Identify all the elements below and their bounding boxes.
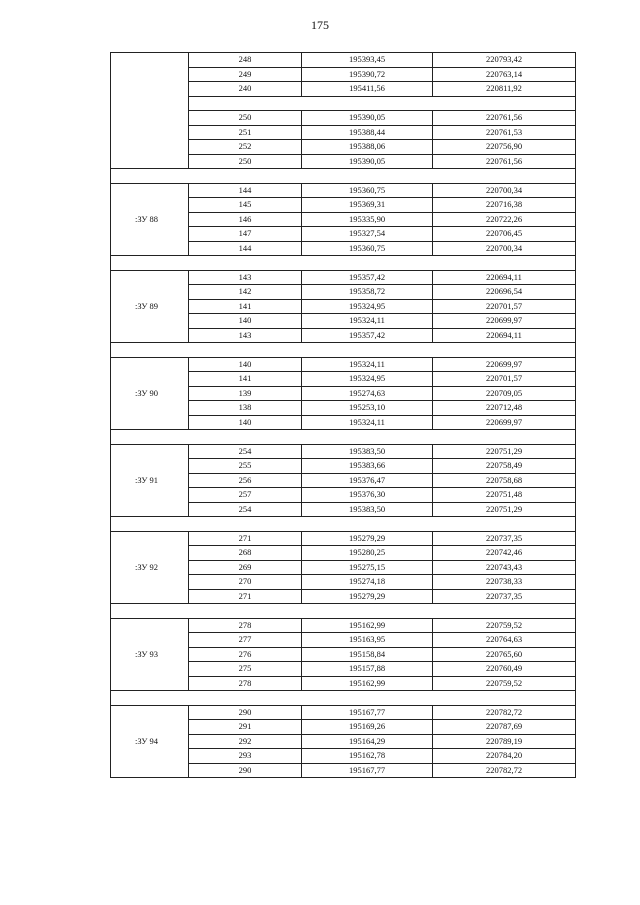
point-number-cell: 290 (189, 705, 302, 720)
section-separator-row (111, 604, 576, 619)
separator-cell (111, 604, 576, 619)
table-row (111, 531, 576, 546)
y-coordinate-cell: 220758,68 (433, 473, 576, 488)
y-coordinate-cell: 220696,54 (433, 285, 576, 300)
y-coordinate-cell: 220699,97 (433, 415, 576, 430)
section-separator-row (111, 430, 576, 445)
point-number-cell: 293 (189, 749, 302, 764)
table-row (111, 618, 576, 633)
point-number-cell: 278 (189, 618, 302, 633)
point-number-cell: 251 (189, 125, 302, 140)
x-coordinate-cell: 195275,15 (302, 560, 433, 575)
point-number-cell: 141 (189, 299, 302, 314)
section-separator-row (111, 343, 576, 358)
x-coordinate-cell: 195360,75 (302, 183, 433, 198)
y-coordinate-cell: 220751,29 (433, 444, 576, 459)
x-coordinate-cell: 195393,45 (302, 53, 433, 68)
separator-cell (111, 343, 576, 358)
section-separator-row (111, 691, 576, 706)
table-row (111, 357, 576, 372)
table-row (111, 705, 576, 720)
parcel-label: :ЗУ 93 (111, 618, 189, 691)
section-separator-row (111, 169, 576, 184)
x-coordinate-cell: 195383,66 (302, 459, 433, 474)
point-number-cell: 144 (189, 241, 302, 256)
x-coordinate-cell: 195157,88 (302, 662, 433, 677)
point-number-cell: 277 (189, 633, 302, 648)
point-number-cell: 139 (189, 386, 302, 401)
x-coordinate-cell: 195357,42 (302, 270, 433, 285)
y-coordinate-cell: 220706,45 (433, 227, 576, 242)
x-coordinate-cell: 195162,99 (302, 676, 433, 691)
y-coordinate-cell: 220789,19 (433, 734, 576, 749)
y-coordinate-cell: 220760,49 (433, 662, 576, 677)
y-coordinate-cell: 220694,11 (433, 270, 576, 285)
point-number-cell: 240 (189, 82, 302, 97)
y-coordinate-cell: 220765,60 (433, 647, 576, 662)
point-number-cell: 257 (189, 488, 302, 503)
point-number-cell: 255 (189, 459, 302, 474)
y-coordinate-cell: 220763,14 (433, 67, 576, 82)
x-coordinate-cell: 195324,11 (302, 357, 433, 372)
point-number-cell: 146 (189, 212, 302, 227)
section-separator-row (111, 517, 576, 532)
x-coordinate-cell: 195324,95 (302, 372, 433, 387)
x-coordinate-cell: 195376,30 (302, 488, 433, 503)
parcel-label: :ЗУ 92 (111, 531, 189, 604)
y-coordinate-cell: 220694,11 (433, 328, 576, 343)
x-coordinate-cell: 195324,95 (302, 299, 433, 314)
y-coordinate-cell: 220709,05 (433, 386, 576, 401)
point-number-cell: 140 (189, 415, 302, 430)
x-coordinate-cell: 195327,54 (302, 227, 433, 242)
y-coordinate-cell: 220737,35 (433, 531, 576, 546)
point-number-cell: 141 (189, 372, 302, 387)
y-coordinate-cell: 220699,97 (433, 314, 576, 329)
point-number-cell: 145 (189, 198, 302, 213)
point-number-cell: 254 (189, 444, 302, 459)
y-coordinate-cell: 220722,26 (433, 212, 576, 227)
section-separator-row (111, 256, 576, 271)
point-number-cell: 269 (189, 560, 302, 575)
point-number-cell: 144 (189, 183, 302, 198)
x-coordinate-cell: 195376,47 (302, 473, 433, 488)
y-coordinate-cell: 220758,49 (433, 459, 576, 474)
coordinates-table-body (111, 53, 576, 778)
y-coordinate-cell: 220759,52 (433, 676, 576, 691)
y-coordinate-cell: 220742,46 (433, 546, 576, 561)
y-coordinate-cell: 220787,69 (433, 720, 576, 735)
x-coordinate-cell: 195169,26 (302, 720, 433, 735)
y-coordinate-cell: 220756,90 (433, 140, 576, 155)
point-number-cell: 270 (189, 575, 302, 590)
x-coordinate-cell: 195390,72 (302, 67, 433, 82)
y-coordinate-cell: 220712,48 (433, 401, 576, 416)
point-number-cell: 268 (189, 546, 302, 561)
x-coordinate-cell: 195253,10 (302, 401, 433, 416)
y-coordinate-cell: 220701,57 (433, 372, 576, 387)
point-number-cell: 254 (189, 502, 302, 517)
separator-cell (111, 169, 576, 184)
y-coordinate-cell: 220759,52 (433, 618, 576, 633)
page-number: 175 (311, 18, 329, 32)
x-coordinate-cell: 195158,84 (302, 647, 433, 662)
x-coordinate-cell: 195164,29 (302, 734, 433, 749)
separator-cell (111, 691, 576, 706)
parcel-label: :ЗУ 94 (111, 705, 189, 778)
point-number-cell: 275 (189, 662, 302, 677)
x-coordinate-cell: 195162,78 (302, 749, 433, 764)
point-number-cell: 140 (189, 314, 302, 329)
y-coordinate-cell: 220701,57 (433, 299, 576, 314)
y-coordinate-cell: 220699,97 (433, 357, 576, 372)
parcel-label: :ЗУ 89 (111, 270, 189, 343)
y-coordinate-cell: 220793,42 (433, 53, 576, 68)
separator-cell (111, 517, 576, 532)
y-coordinate-cell: 220738,33 (433, 575, 576, 590)
point-number-cell: 290 (189, 763, 302, 778)
x-coordinate-cell: 195390,05 (302, 111, 433, 126)
x-coordinate-cell: 195167,77 (302, 705, 433, 720)
point-number-cell: 292 (189, 734, 302, 749)
point-number-cell: 256 (189, 473, 302, 488)
y-coordinate-cell: 220764,63 (433, 633, 576, 648)
y-coordinate-cell: 220700,34 (433, 241, 576, 256)
y-coordinate-cell: 220811,92 (433, 82, 576, 97)
x-coordinate-cell: 195360,75 (302, 241, 433, 256)
point-number-cell: 142 (189, 285, 302, 300)
x-coordinate-cell: 195388,06 (302, 140, 433, 155)
y-coordinate-cell: 220751,29 (433, 502, 576, 517)
x-coordinate-cell: 195369,31 (302, 198, 433, 213)
point-number-cell: 249 (189, 67, 302, 82)
point-number-cell: 276 (189, 647, 302, 662)
x-coordinate-cell: 195411,56 (302, 82, 433, 97)
point-number-cell: 138 (189, 401, 302, 416)
y-coordinate-cell: 220761,56 (433, 111, 576, 126)
separator-cell (189, 96, 576, 111)
point-number-cell: 147 (189, 227, 302, 242)
x-coordinate-cell: 195390,05 (302, 154, 433, 169)
point-number-cell: 271 (189, 589, 302, 604)
x-coordinate-cell: 195383,50 (302, 502, 433, 517)
y-coordinate-cell: 220784,20 (433, 749, 576, 764)
table-row (111, 53, 576, 68)
point-number-cell: 278 (189, 676, 302, 691)
point-number-cell: 252 (189, 140, 302, 155)
x-coordinate-cell: 195163,95 (302, 633, 433, 648)
point-number-cell: 291 (189, 720, 302, 735)
y-coordinate-cell: 220737,35 (433, 589, 576, 604)
y-coordinate-cell: 220782,72 (433, 763, 576, 778)
x-coordinate-cell: 195279,29 (302, 531, 433, 546)
separator-cell (111, 430, 576, 445)
point-number-cell: 140 (189, 357, 302, 372)
x-coordinate-cell: 195279,29 (302, 589, 433, 604)
parcel-label (111, 53, 189, 169)
point-number-cell: 143 (189, 328, 302, 343)
x-coordinate-cell: 195162,99 (302, 618, 433, 633)
x-coordinate-cell: 195324,11 (302, 415, 433, 430)
x-coordinate-cell: 195280,25 (302, 546, 433, 561)
y-coordinate-cell: 220761,56 (433, 154, 576, 169)
point-number-cell: 248 (189, 53, 302, 68)
point-number-cell: 250 (189, 111, 302, 126)
parcel-label: :ЗУ 90 (111, 357, 189, 430)
x-coordinate-cell: 195358,72 (302, 285, 433, 300)
parcel-label: :ЗУ 88 (111, 183, 189, 256)
x-coordinate-cell: 195388,44 (302, 125, 433, 140)
x-coordinate-cell: 195357,42 (302, 328, 433, 343)
x-coordinate-cell: 195324,11 (302, 314, 433, 329)
point-number-cell: 271 (189, 531, 302, 546)
separator-cell (111, 256, 576, 271)
table-row (111, 183, 576, 198)
x-coordinate-cell: 195274,63 (302, 386, 433, 401)
parcel-label: :ЗУ 91 (111, 444, 189, 517)
y-coordinate-cell: 220782,72 (433, 705, 576, 720)
x-coordinate-cell: 195383,50 (302, 444, 433, 459)
x-coordinate-cell: 195167,77 (302, 763, 433, 778)
point-number-cell: 143 (189, 270, 302, 285)
x-coordinate-cell: 195335,90 (302, 212, 433, 227)
y-coordinate-cell: 220716,38 (433, 198, 576, 213)
coordinates-table (110, 52, 576, 778)
y-coordinate-cell: 220700,34 (433, 183, 576, 198)
y-coordinate-cell: 220751,48 (433, 488, 576, 503)
y-coordinate-cell: 220743,43 (433, 560, 576, 575)
x-coordinate-cell: 195274,18 (302, 575, 433, 590)
table-row (111, 270, 576, 285)
point-number-cell: 250 (189, 154, 302, 169)
y-coordinate-cell: 220761,53 (433, 125, 576, 140)
table-row (111, 444, 576, 459)
